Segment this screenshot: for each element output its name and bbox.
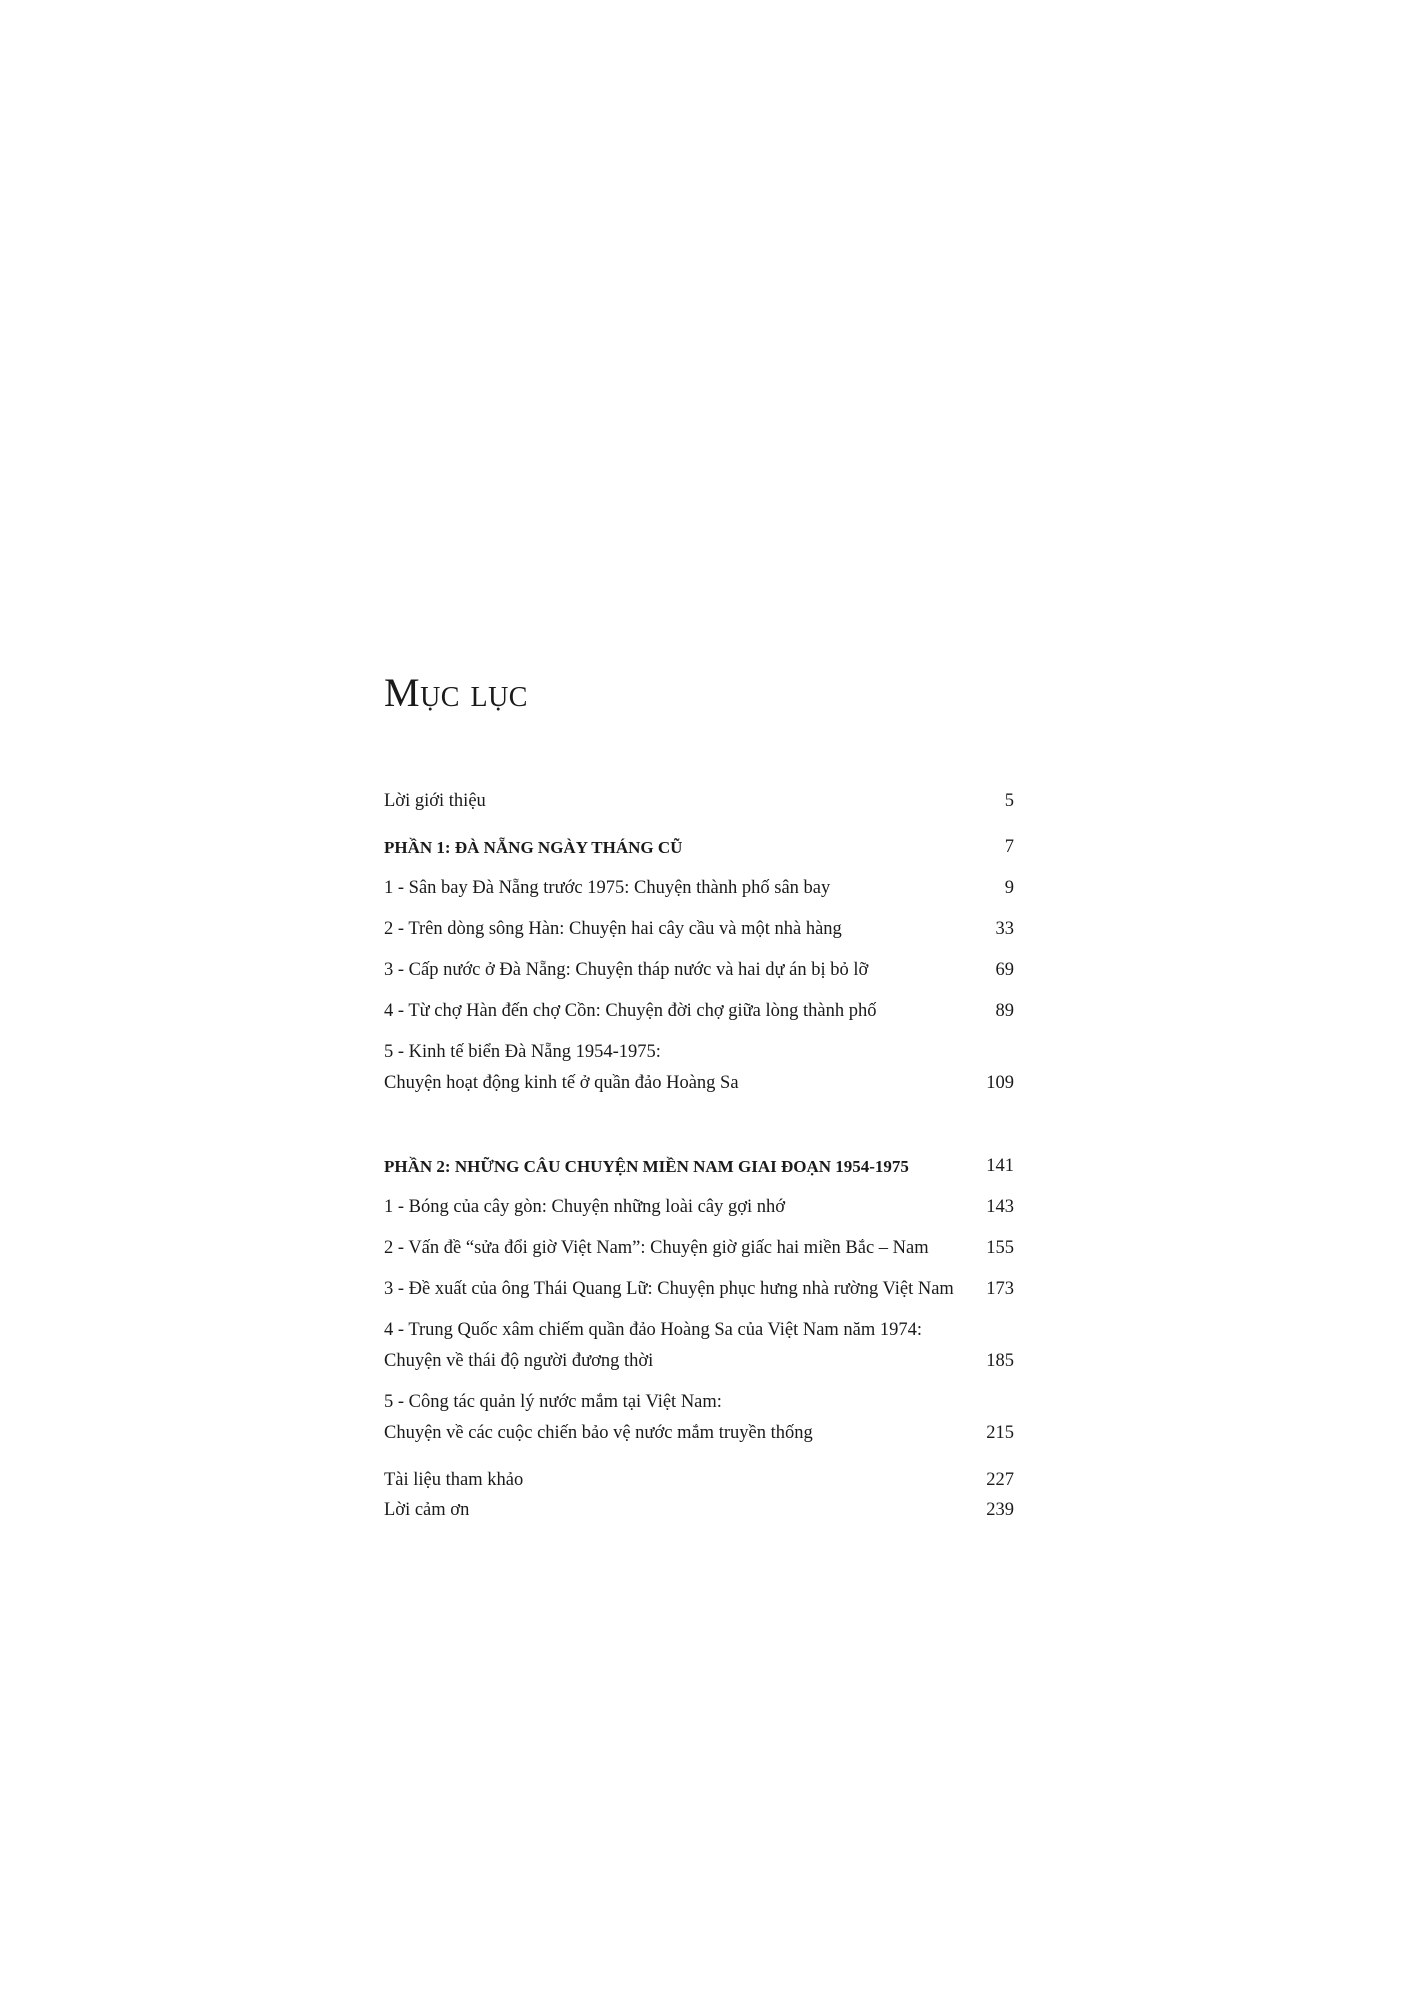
toc-entry-page: 141 <box>986 1156 1014 1176</box>
toc-entry-label-line1: 5 - Công tác quản lý nước mắm tại Việt Nam: <box>384 1392 722 1412</box>
toc-part-2-heading <box>384 1151 1014 1182</box>
toc-entry-page: 89 <box>995 1001 1014 1021</box>
toc-entry-label: 1 - Bóng của cây gòn: Chuyện những loài cây gợi nhớ <box>384 1197 786 1217</box>
toc-entry-label-line2: Chuyện hoạt động kinh tế ở quần đảo Hoàng Sa <box>384 1073 739 1093</box>
toc-entry-page: 239 <box>986 1500 1014 1520</box>
toc-entry-page: 7 <box>1004 837 1014 857</box>
toc-entry-page: 185 <box>986 1351 1014 1371</box>
toc-entry-part2-ch3 <box>384 1274 1014 1305</box>
toc-entry-page: 69 <box>995 960 1014 980</box>
toc-entry-page: 109 <box>986 1073 1014 1093</box>
toc-entry-page: 143 <box>986 1197 1014 1217</box>
toc-entry-label: PHẦN 1: ĐÀ NẴNG NGÀY THÁNG CŨ <box>384 838 683 857</box>
toc-entry-acknowledgements <box>384 1495 1014 1526</box>
toc-part-1-heading <box>384 832 1014 863</box>
toc-entry-page: 215 <box>986 1423 1014 1443</box>
toc-entry-page: 227 <box>986 1470 1014 1490</box>
toc-entry-label: 3 - Đề xuất của ông Thái Quang Lữ: Chuyện phục hưng nhà rường Việt Nam <box>384 1279 954 1299</box>
toc-entry-label-line1: 5 - Kinh tế biển Đà Nẵng 1954-1975: <box>384 1042 661 1062</box>
toc-entry-part1-ch3 <box>384 955 1014 986</box>
toc-entry-part1-ch4 <box>384 996 1014 1027</box>
toc-entry-label-line1: 4 - Trung Quốc xâm chiếm quần đảo Hoàng Sa của Việt Nam năm 1974: <box>384 1320 923 1340</box>
toc-entry-page: 173 <box>986 1279 1014 1299</box>
toc-entry-introduction <box>384 786 1014 817</box>
toc-entry-part2-ch2 <box>384 1233 1014 1264</box>
toc-entry-label: Tài liệu tham khảo <box>384 1470 524 1490</box>
toc-entry-label: 3 - Cấp nước ở Đà Nẵng: Chuyện tháp nước và hai dự án bị bỏ lỡ <box>384 960 869 980</box>
toc-entry-label: Lời cảm ơn <box>384 1500 470 1520</box>
toc-entry-references <box>384 1465 1014 1496</box>
toc-entry-label-line2: Chuyện về thái độ người đương thời <box>384 1351 654 1371</box>
toc-entry-page: 5 <box>1004 791 1014 811</box>
toc-entry-label: 2 - Trên dòng sông Hàn: Chuyện hai cây cầu và một nhà hàng <box>384 919 842 939</box>
toc-entry-page: 9 <box>1004 878 1014 898</box>
toc-entry-page: 33 <box>995 919 1014 939</box>
toc-title: Mục lục <box>384 670 528 715</box>
toc-entry-part1-ch2 <box>384 914 1014 945</box>
toc-entry-part2-ch5 <box>384 1387 1014 1449</box>
toc-entry-part2-ch1 <box>384 1192 1014 1223</box>
toc-entry-part2-ch4 <box>384 1315 1014 1377</box>
toc-entry-page: 155 <box>986 1238 1014 1258</box>
toc-entry-label: 1 - Sân bay Đà Nẵng trước 1975: Chuyện thành phố sân bay <box>384 878 831 898</box>
toc-entry-label: Lời giới thiệu <box>384 791 486 811</box>
toc-entry-label: 4 - Từ chợ Hàn đến chợ Cồn: Chuyện đời chợ giữa lòng thành phố <box>384 1001 877 1021</box>
toc-entry-label: 2 - Vấn đề “sửa đổi giờ Việt Nam”: Chuyện giờ giấc hai miền Bắc – Nam <box>384 1238 929 1258</box>
toc-entry-part1-ch1 <box>384 873 1014 904</box>
toc-entry-part1-ch5 <box>384 1037 1014 1099</box>
toc-entry-label-line2: Chuyện về các cuộc chiến bảo vệ nước mắm truyền thống <box>384 1423 813 1443</box>
toc-entry-label: PHẦN 2: NHỮNG CÂU CHUYỆN MIỀN NAM GIAI ĐOẠN 1954-1975 <box>384 1157 909 1176</box>
